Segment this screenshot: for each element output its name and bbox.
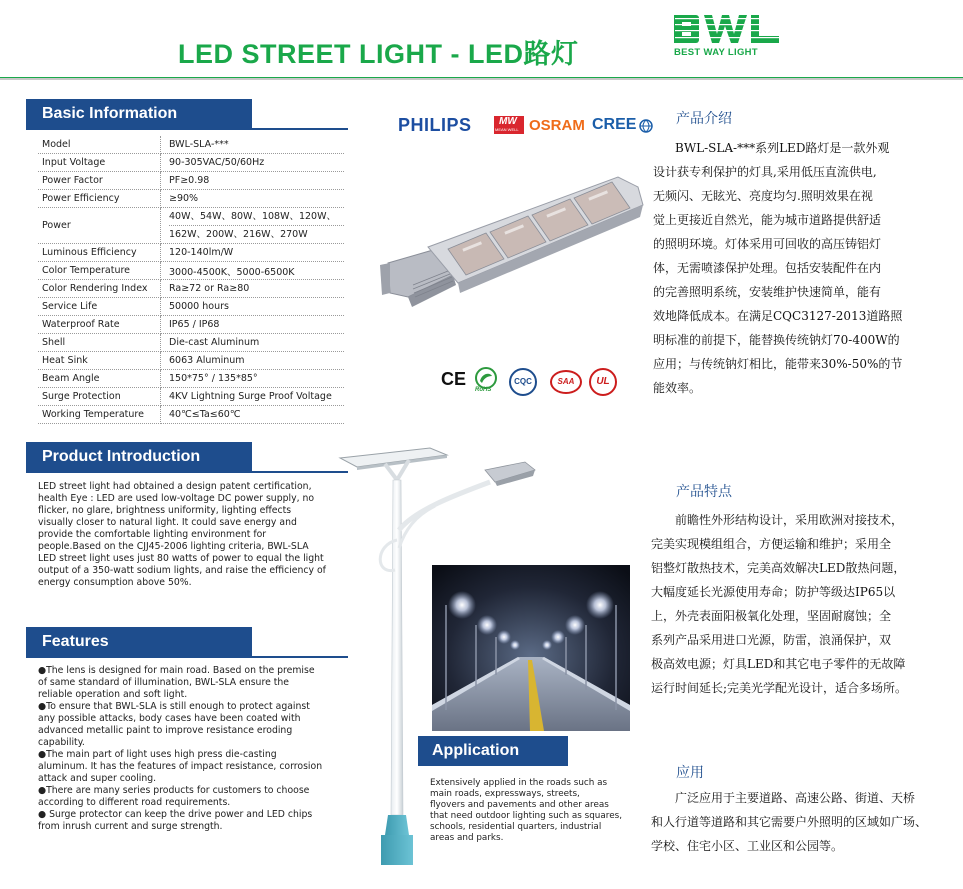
feature-line: ●The main part of light uses high press die-casting xyxy=(38,749,277,760)
spec-value xyxy=(161,208,345,244)
spec-value: 150*75° / 135*85° xyxy=(161,370,345,388)
rohs-label: RoHS xyxy=(475,387,492,393)
osram-logo: OSRAM xyxy=(529,117,585,134)
spec-row xyxy=(38,172,344,190)
spec-row xyxy=(38,208,344,244)
spec-row xyxy=(38,190,344,208)
cqc-icon: CQC xyxy=(509,368,537,396)
spec-table xyxy=(38,136,344,424)
cn-line: 铝整灯散热技术，完美高效解决LED散热问题， xyxy=(651,561,906,575)
feature-line: aluminum. It has the features of impact resistance, corrosion xyxy=(38,761,323,772)
intro-line: people.Based on the CJJ45-2006 lighting criteria, BWL-SLA xyxy=(38,541,309,552)
spec-key: Power xyxy=(38,208,161,244)
cn-line: 体，无需喷漆保护处理。包括安装配件在内 xyxy=(653,261,882,275)
meanwell-mark: MW xyxy=(499,116,517,127)
night-road-photo xyxy=(432,565,630,731)
application-heading: Application xyxy=(418,736,568,766)
spec-value: 50000 hours xyxy=(161,298,345,316)
feature-line: ●There are many series products for customers to choose xyxy=(38,785,310,796)
cn-line: 效地降低成本。在满足CQC3127-2013道路照 xyxy=(653,309,903,323)
header-divider xyxy=(0,78,963,80)
feature-line: any possible attacks, body cases have been coated with xyxy=(38,713,301,724)
feature-line: according to different road requirements. xyxy=(38,797,231,808)
meanwell-logo xyxy=(494,116,524,134)
cn-line: 广泛应用于主要道路、高速公路、街道、天桥 xyxy=(675,791,916,805)
cn-application-heading: 应用 xyxy=(676,765,704,781)
cree-logo: CREE xyxy=(592,116,637,133)
feature-line: ● Surge protector can keep the drive power and LED chips xyxy=(38,809,313,820)
features-heading: Features xyxy=(26,627,252,657)
spec-row xyxy=(38,154,344,172)
logo-subtitle: BEST WAY LIGHT xyxy=(674,47,758,58)
application-line: schools, residential quarters, industrial xyxy=(430,822,602,832)
spec-key: Luminous Efficiency xyxy=(38,244,161,262)
spec-row xyxy=(38,136,344,154)
intro-line: flicker, no glare, brightness uniformity, lighting effects xyxy=(38,505,292,516)
spec-row xyxy=(38,262,344,280)
cn-line: 运行时间延长;完美光学配光设计，适合多场所。 xyxy=(651,681,908,695)
spec-value: Die-cast Aluminum xyxy=(161,334,345,352)
street-light-product-image xyxy=(378,175,650,315)
cn-line: 应用；与传统钠灯相比，能带来30%-50%的节 xyxy=(653,357,903,371)
spec-value: BWL-SLA-*** xyxy=(161,136,345,154)
spec-value: 40℃≤Ta≤60℃ xyxy=(161,406,345,424)
brand-logo xyxy=(672,12,782,62)
feature-line: advanced metallic paint to improve resistance eroding xyxy=(38,725,293,736)
application-line: main roads, expressways, streets, xyxy=(430,789,580,799)
intro-line: provide the comfortable lighting environment for xyxy=(38,529,267,540)
basic-info-heading: Basic Information xyxy=(26,99,252,129)
meanwell-text: MEAN WELL xyxy=(495,127,519,132)
application-line: Extensively applied in the roads such as xyxy=(430,778,608,788)
cn-line: 大幅度延长光源使用寿命；防护等级达IP65以 xyxy=(651,585,896,599)
spec-key: Heat Sink xyxy=(38,352,161,370)
application-line: areas and parks. xyxy=(430,833,504,843)
cn-line: 能效率。 xyxy=(653,381,702,395)
spec-value: Ra≥72 or Ra≥80 xyxy=(161,280,345,298)
application-line: flyovers and pavements and other areas xyxy=(430,800,609,810)
spec-key: Power Efficiency xyxy=(38,190,161,208)
spec-key: Color Rendering Index xyxy=(38,280,161,298)
spec-row xyxy=(38,316,344,334)
ul-icon: UL xyxy=(589,368,617,396)
cn-line: 的完善照明系统，安装维护快速简单，能有 xyxy=(653,285,882,299)
application-text xyxy=(430,778,652,844)
spec-key: Waterproof Rate xyxy=(38,316,161,334)
cn-line: 学校、住宅小区、工业区和公园等。 xyxy=(651,839,844,853)
spec-key: Power Factor xyxy=(38,172,161,190)
ce-mark-icon: CE xyxy=(441,369,467,389)
intro-line: health Eye : LED are used low-voltage DC power supply, no xyxy=(38,493,315,504)
cn-line: 前瞻性外形结构设计，采用欧洲对接技术， xyxy=(675,513,904,527)
features-text xyxy=(38,665,350,833)
cn-line: 极高效电源；灯具LED和其它电子零件的无故障 xyxy=(651,657,906,671)
rohs-icon xyxy=(473,367,499,395)
spec-row xyxy=(38,244,344,262)
feature-line: attack and super cooling. xyxy=(38,773,157,784)
spec-value: 4KV Lightning Surge Proof Voltage xyxy=(161,388,345,406)
spec-key: Input Voltage xyxy=(38,154,161,172)
spec-value: 90-305VAC/50/60Hz xyxy=(161,154,345,172)
intro-line: LED street light uses just 80 watts of power to equal the light xyxy=(38,553,324,564)
feature-line: from inrush current and surge strength. xyxy=(38,821,223,832)
cn-line: 觉上更接近自然光，能为城市道路提供舒适 xyxy=(653,213,882,227)
certification-icons xyxy=(437,367,617,397)
intro-line: energy consumption above 50%. xyxy=(38,577,192,588)
product-intro-heading: Product Introduction xyxy=(26,442,252,472)
spec-value: IP65 / IP68 xyxy=(161,316,345,334)
spec-row xyxy=(38,370,344,388)
basic-info-underline xyxy=(26,128,348,130)
cn-line: 上，外壳表面阳极氧化处理，坚固耐腐蚀；全 xyxy=(651,609,892,623)
cn-line: 完美实现模组组合，方便运输和维护；采用全 xyxy=(651,537,892,551)
spec-row xyxy=(38,334,344,352)
cn-line: 系列产品采用进口光源，防雷，浪涌保护，双 xyxy=(651,633,892,647)
spec-key: Surge Protection xyxy=(38,388,161,406)
cree-globe-icon xyxy=(639,119,653,133)
cn-application-text xyxy=(651,786,959,858)
spec-row xyxy=(38,406,344,424)
spec-row xyxy=(38,298,344,316)
spec-value: 3000-4500K、5000-6500K xyxy=(161,262,345,280)
component-brands xyxy=(398,113,660,139)
cn-line: BWL-SLA-***系列LED路灯是一款外观 xyxy=(675,141,890,155)
spec-value-line: 40W、54W、80W、108W、120W、 xyxy=(169,208,344,226)
cn-intro-text xyxy=(653,136,953,400)
spec-key: Color Temperature xyxy=(38,262,161,280)
spec-value: 6063 Aluminum xyxy=(161,352,345,370)
cn-line: 的照明环境。灯体采用可回收的高压铸铝灯 xyxy=(653,237,882,251)
saa-icon: SAA xyxy=(550,370,582,394)
intro-line: output of a 350-watt sodium lights, and raise the efficiency of xyxy=(38,565,326,576)
spec-value: ≥90% xyxy=(161,190,345,208)
features-underline xyxy=(26,656,348,658)
cn-line: 无频闪、无眩光、亮度均匀.照明效果在视 xyxy=(653,189,873,203)
cn-line: 和人行道等道路和其它需要户外照明的区域如广场、 xyxy=(651,815,928,829)
spec-value: 120-140lm/W xyxy=(161,244,345,262)
cn-intro-heading: 产品介绍 xyxy=(676,111,732,127)
spec-value: PF≥0.98 xyxy=(161,172,345,190)
intro-line: visually closer to natural light. It could save energy and xyxy=(38,517,297,528)
feature-line: capability. xyxy=(38,737,85,748)
spec-key: Shell xyxy=(38,334,161,352)
spec-row xyxy=(38,280,344,298)
cn-features-heading: 产品特点 xyxy=(676,484,732,500)
spec-key: Beam Angle xyxy=(38,370,161,388)
cn-features-text xyxy=(651,508,956,700)
feature-line: ●The lens is designed for main road. Based on the premise xyxy=(38,665,315,676)
feature-line: of same standard of illumination, BWL-SLA ensure the xyxy=(38,677,290,688)
feature-line: ●To ensure that BWL-SLA is still enough to protect against xyxy=(38,701,310,712)
cn-line: 明标准的前提下，能替换传统钠灯70-400W的 xyxy=(653,333,900,347)
spec-value-line: 162W、200W、216W、270W xyxy=(169,229,308,240)
spec-key: Working Temperature xyxy=(38,406,161,424)
product-intro-underline xyxy=(26,471,348,473)
spec-row xyxy=(38,352,344,370)
philips-logo: PHILIPS xyxy=(398,115,472,135)
cn-line: 设计获专利保护的灯具,采用低压直流供电, xyxy=(653,165,877,179)
page-title: LED STREET LIGHT - LED路灯 xyxy=(178,39,579,69)
bwl-logo-icon xyxy=(672,12,782,46)
product-intro-text xyxy=(38,481,348,589)
spec-key: Service Life xyxy=(38,298,161,316)
spec-row xyxy=(38,388,344,406)
intro-line: LED street light had obtained a design patent certification, xyxy=(38,481,312,492)
spec-key: Model xyxy=(38,136,161,154)
feature-line: reliable operation and soft light. xyxy=(38,689,188,700)
application-line: that need outdoor lighting such as squares, xyxy=(430,811,622,821)
